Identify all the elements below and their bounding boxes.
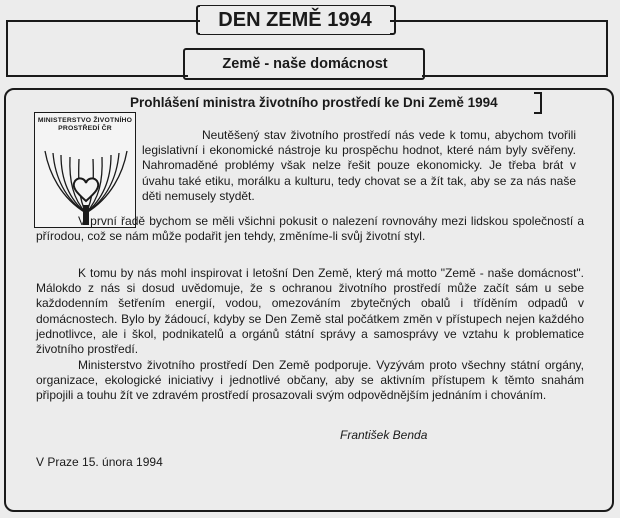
place-date: V Praze 15. února 1994 — [36, 455, 163, 469]
paragraph-2: V první řadě bychom se měli všichni pokusit o nalezení rovnováhy mezi lidskou společností a přírodou, což se nám může podařit jen tehdy, změníme-li svůj životní styl. — [36, 214, 584, 244]
mid-rule-right — [422, 75, 608, 77]
tree-heart-icon — [41, 143, 131, 225]
paragraph-4: Ministerstvo životního prostředí Den Země podporuje. Vyzývám proto všechny státní orgány, organizace, ekologické iniciativy i jednotlivé občany, aby se aktivním přístupem k těmto snahám připojili a touhu žít ve zdravém prostředí prosazovali svým odpovědnějším jednáním i chováním. — [36, 358, 584, 403]
signature: František Benda — [340, 428, 428, 442]
left-rule — [6, 20, 8, 76]
ministry-logo — [34, 112, 136, 228]
page-subtitle: Země - naše domácnost — [222, 56, 388, 72]
page-title: DEN ZEMĚ 1994 — [200, 6, 390, 34]
top-rule-left — [6, 20, 202, 22]
paragraph-1: Neutěšený stav životního prostředí nás vede k tomu, abychom tvořili legislativní i ekonomické nástroje ku prospěchu hodnot, které nám byly svěřeny. Nahromaděné problémy však nelze řešit pouze ekonomicky. Je třeba brát v úvahu také etiku, morálku a kulturu, tedy chovat se a žít tak, aby se za nás naše děti nemusely stydět. — [142, 128, 576, 203]
top-rule-right — [390, 20, 608, 22]
title-bracket — [534, 92, 542, 114]
mid-rule-left — [6, 75, 188, 77]
logo-text: MINISTERSTVO ŽIVOTNÍHO PROSTŘEDÍ ČR — [37, 117, 133, 132]
paragraph-3: K tomu by nás mohl inspirovat i letošní Den Země, který má motto "Země - naše domácnost". Málokdo z nás si dosud uvědomuje, že s ochranou životního prostředí může začít sám u sebe každodenním šetřením energií, vodou, omezováním zbytečných obalů i tříděním odpadů v domácnostech. Bylo by žádoucí, kdyby se Den Země stal počátkem změn v přístupech nejen každého jednotlivce, ale i škol, podnikatelů a orgánů státní správy a samosprávy ve vztahu k problematice životního prostředí. — [36, 266, 584, 357]
right-rule — [606, 20, 608, 76]
article-title: Prohlášení ministra životního prostředí ke Dni Země 1994 — [130, 95, 498, 110]
